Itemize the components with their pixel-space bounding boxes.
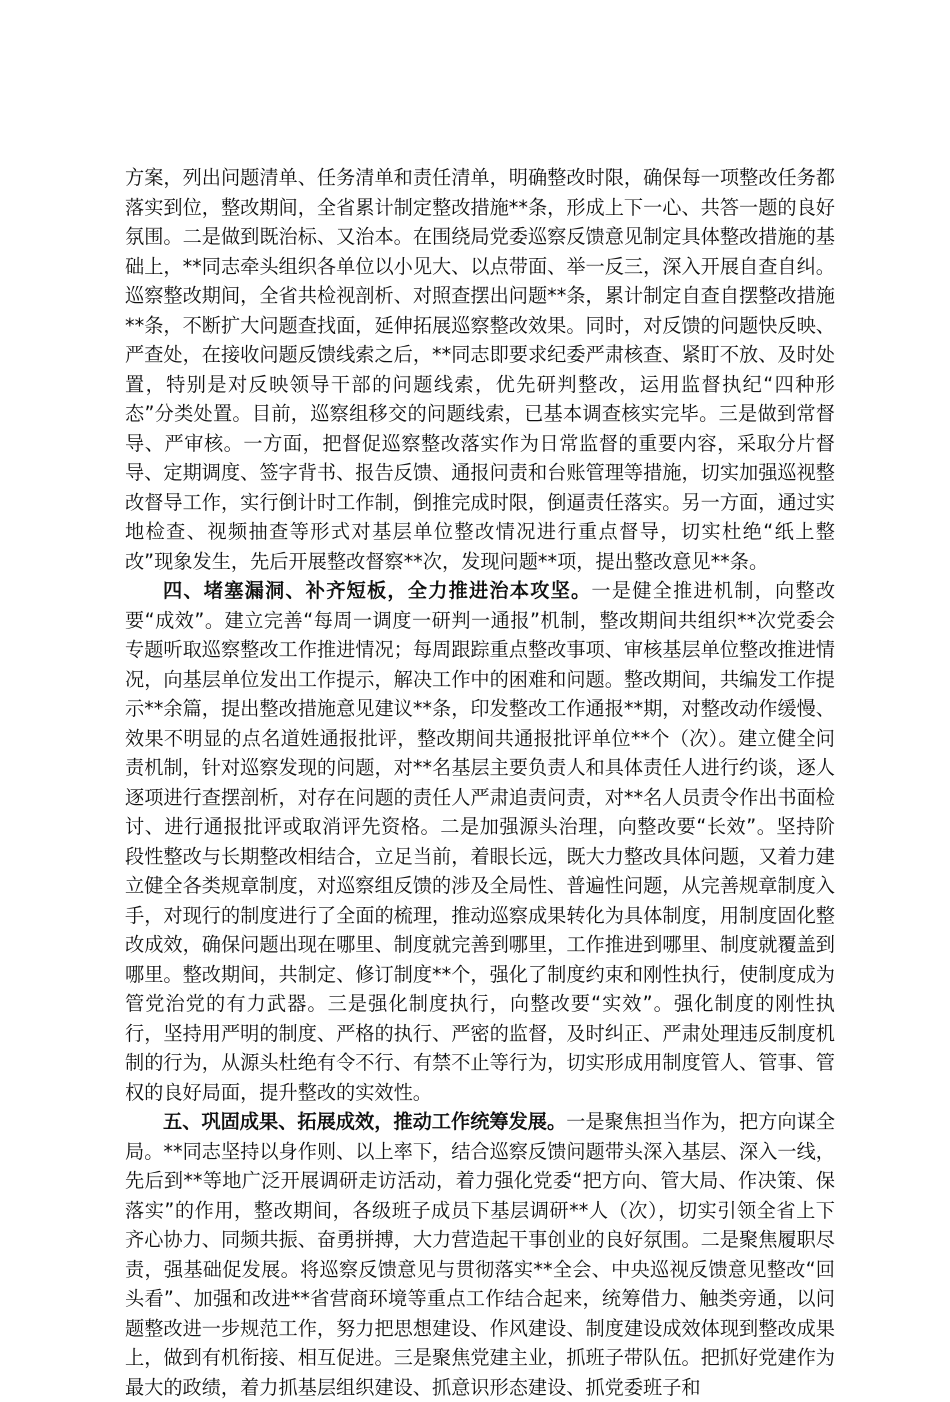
paragraph-body: 方案，列出问题清单、任务清单和责任清单，明确整改时限，确保每一项整改任务都落实到位，整改期间，全省累计制定整改措施**条，形成上下一心、共答一题的良好氛围。二是做到既治标、又治本。在围绕局党委巡察反馈意见制定具体整改措施的基础上，**同志牵头组织各单位以小见大、以点带面、举一反三，深入开展自查自纠。巡察整改期间，全省共检视剖析、对照查摆出问题**条，累计制定自查自摆整改措施**条，不断扩大问题查找面，延伸拓展巡察整改效果。同时，对反馈的问题快反映、严查处，在接收问题反馈线索之后，**同志即要求纪委严肃核查、紧盯不放、及时处置，特别是对反映领导干部的问题线索，优先研判整改，运用监督执纪“四种形态”分类处置。目前，巡察组移交的问题线索，已基本调查核实完毕。三是做到常督导、严审核。一方面，把督促巡察整改落实作为日常监督的重要内容，采取分片督导、定期调度、签字背书、报告反馈、通报问责和台账管理等措施，切实加强巡视整改督导工作，实行倒计时工作制，倒推完成时限，倒逼责任落实。另一方面，通过实地检查、视频抽查等形式对基层单位整改情况进行重点督导，切实杜绝“纸上整改”现象发生，先后开展整改督察**次，发现问题**项，提出整改意见**条。 [125, 166, 835, 573]
paragraph-body: 一是健全推进机制，向整改要“成效”。建立完善“每周一调度一研判一通报”机制，整改期间共组织**次党委会专题听取巡察整改工作推进情况；每周跟踪重点整改事项、审核基层单位整改推进情况，向基层单位发出工作提示，解决工作中的困难和问题。整改期间，共编发工作提示**余篇，提出整改措施意见建议**条，印发整改工作通报**期，对整改动作缓慢、效果不明显的点名道姓通报批评，整改期间共通报批评单位**个（次）。建立健全问责机制，针对巡察发现的问题，对**名基层主要负责人和具体责任人进行约谈，逐人逐项进行查摆剖析，对存在问题的责任人严肃追责问责，对**名人员责令作出书面检讨、进行通报批评或取消评先资格。二是加强源头治理，向整改要“长效”。坚持阶段性整改与长期整改相结合，立足当前，着眼长远，既大力整改具体问题，又着力建立健全各类规章制度，对巡察组反馈的涉及全局性、普遍性问题，从完善规章制度入手，对现行的制度进行了全面的梳理，推动巡察成果转化为具体制度，用制度固化整改成效，确保问题出现在哪里、制度就完善到哪里，工作推进到哪里、制度就覆盖到哪里。整改期间，共制定、修订制度**个，强化了制度约束和刚性执行，使制度成为管党治党的有力武器。三是强化制度执行，向整改要“实效”。强化制度的刚性执行，坚持用严明的制度、严格的执行、严密的监督，及时纠正、严肃处理违反制度机制的行为，从源头杜绝有令不行、有禁不止等行为，切实形成用制度管人、管事、管权的良好局面，提升整改的实效性。 [125, 579, 836, 1104]
paragraph-section-five [125, 1107, 835, 1402]
paragraph-section-four [125, 576, 835, 1107]
paragraph-body: 一是聚焦担当作为，把方向谋全局。**同志坚持以身作则、以上率下，结合巡察反馈问题带头深入基层、深入一线，先后到**等地广泛开展调研走访活动，着力强化党委“把方向、管大局、作决策、保落实”的作用，整改期间，各级班子成员下基层调研**人（次），切实引领全省上下齐心协力、同频共振、奋勇拼搏，大力营造起干事创业的良好氛围。二是聚焦履职尽责，强基础促发展。将巡察反馈意见与贯彻落实**全会、中央巡视反馈意见整改“回头看”、加强和改进**省营商环境等重点工作结合起来，统筹借力、触类旁通，以问题整改进一步规范工作，努力把思想建设、作风建设、制度建设成效体现到整改成果上，做到有机衔接、相互促进。三是聚焦党建主业，抓班子带队伍。把抓好党建作为最大的政绩，着力抓基层组织建设、抓意识形态建设、抓党委班子和 [125, 1110, 836, 1399]
document-page [125, 163, 835, 1402]
paragraph-continuation [125, 163, 835, 576]
section-heading: 五、巩固成果、拓展成效，推动工作统筹发展。 [163, 1110, 567, 1133]
section-heading: 四、堵塞漏洞、补齐短板，全力推进治本攻坚。 [163, 579, 592, 602]
